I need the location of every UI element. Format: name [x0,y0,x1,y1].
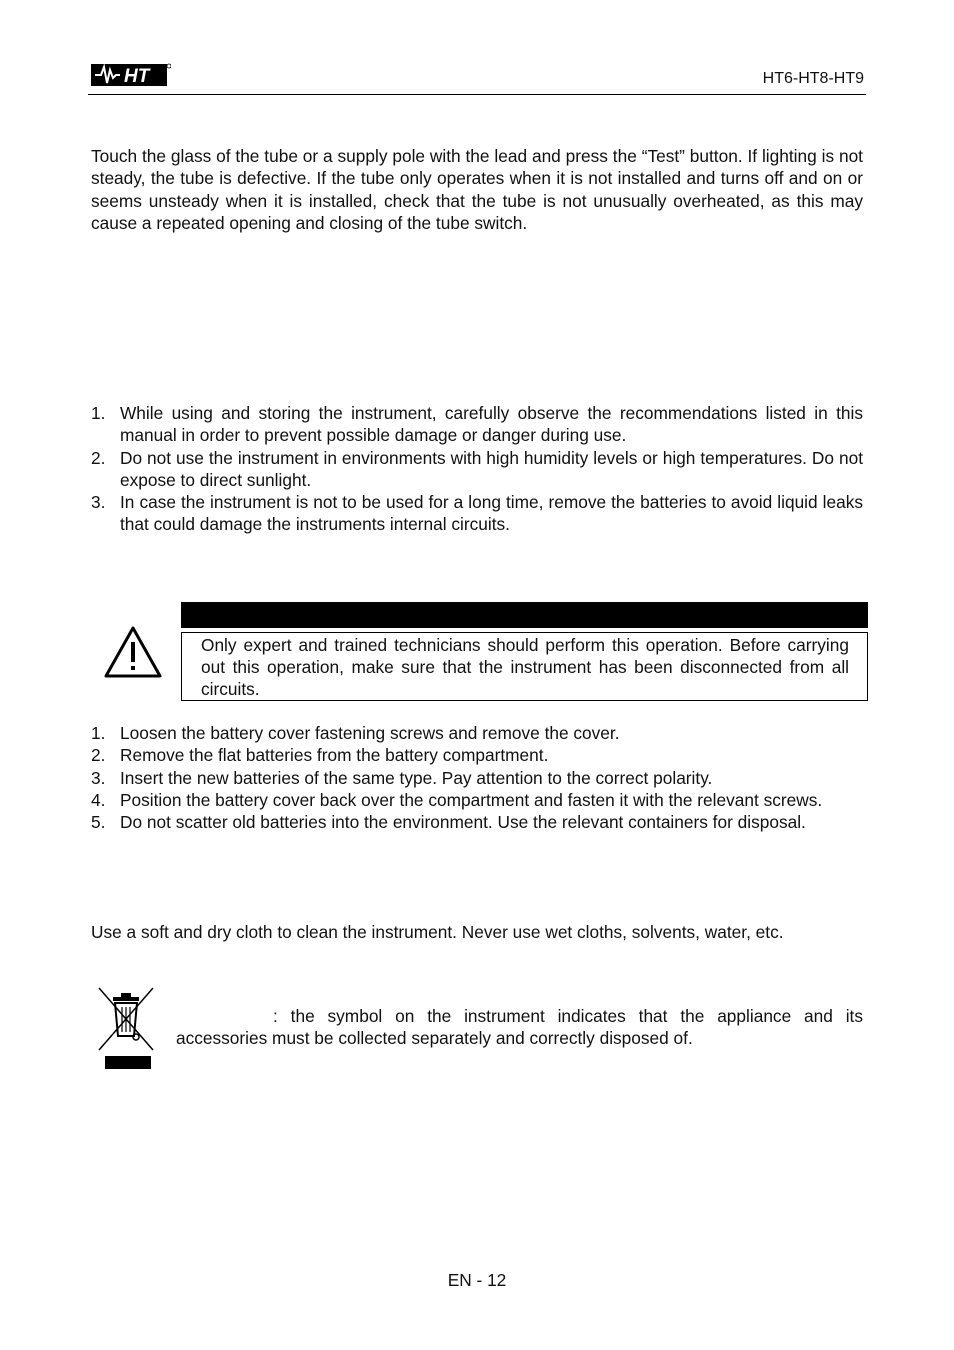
list-item: 1. While using and storing the instrument, carefully observe the recommendations listed in this manual in order to prevent possible damage or danger during use. [91,403,863,446]
list-item: 2. Remove the flat batteries from the battery compartment. [91,745,549,766]
crossed-bin-icon [96,986,156,1070]
list-item: 1. Loosen the battery cover fastening screws and remove the cover. [91,723,620,743]
cleaning-paragraph: Use a soft and dry cloth to clean the instrument. Never use wet cloths, solvents, water, etc. [91,922,784,942]
page-number: EN - 12 [447,1270,507,1290]
ht-logo [91,61,171,88]
warning-triangle-icon [104,626,162,678]
header-divider [88,94,866,95]
list-item: 3. In case the instrument is not to be used for a long time, remove the batteries to avoid liquid leaks that could damage the instruments internal circuits. [91,492,863,535]
logo-text: HT [124,66,150,87]
warning-body [181,632,868,701]
warning-header-bar [181,602,868,628]
list-item: 2. Do not use the instrument in environments with high humidity levels or high temperatures. Do not expose to direct sunlight. [91,447,863,490]
tube-test-paragraph: Touch the glass of the tube or a supply pole with the lead and press the “Test” button. If lighting is not steady, the tube is defective. If the tube only operates when it is not installed and turns off and on or seems unsteady when it is installed, check that the tube is not unusually overheated, as this may cause a repeated opening and closing of the tube switch. [91,146,863,233]
list-item: 3. Insert the new batteries of the same type. Pay attention to the correct polarity. [91,767,713,788]
battery-replacement-list [91,722,863,833]
list-item: 5. Do not scatter old batteries into the environment. Use the relevant containers for disposal. [91,812,806,833]
warning-box [181,602,868,700]
end-of-life-paragraph: : the symbol on the instrument indicates that the appliance and its accessories must be collected separately and correctly disposed of. [176,1006,863,1049]
warning-text: Only expert and trained technicians should perform this operation. Before carrying out this operation, make sure that the instrument has been disconnected from all circuits. [201,635,849,699]
general-info-list [91,402,863,536]
list-item: 4. Position the battery cover back over the compartment and fasten it with the relevant screws. [91,789,823,810]
header-model: HT6-HT8-HT9 [762,70,864,87]
